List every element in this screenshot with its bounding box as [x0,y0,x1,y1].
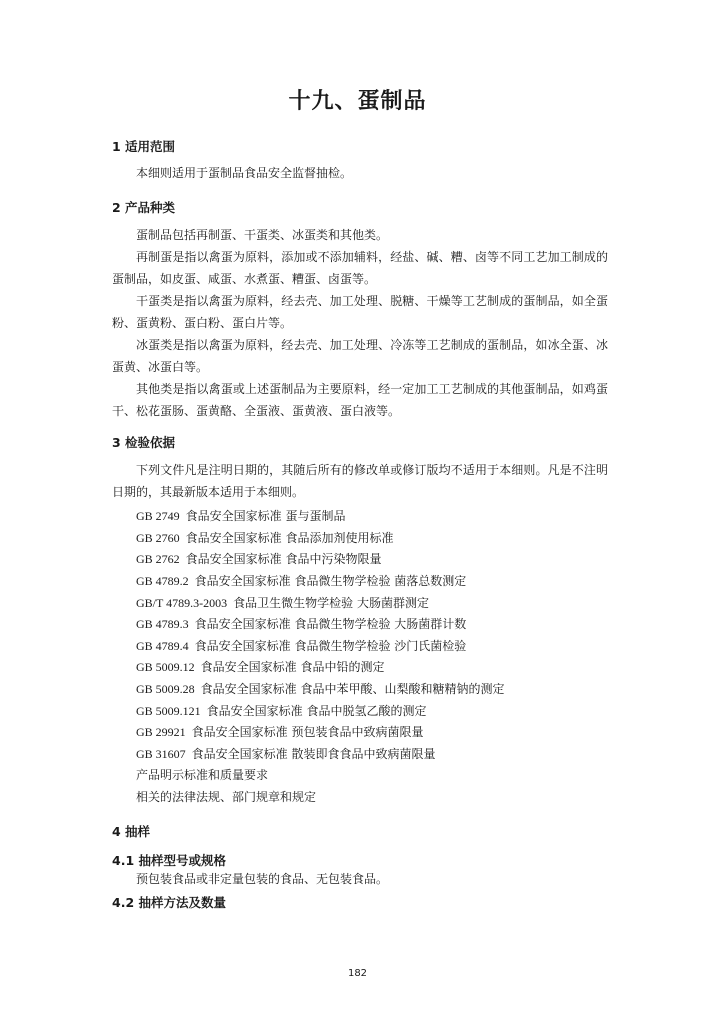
reference-name: 食品卫生微生物学检验 大肠菌群测定 [233,596,429,610]
reference-name: 相关的法律法规、部门规章和规定 [136,790,317,804]
reference-item [136,615,466,633]
reference-name: 产品明示标准和质量要求 [136,768,269,782]
reference-name: 食品安全国家标准 食品中脱氢乙酸的测定 [206,704,427,718]
reference-item [136,572,466,590]
section-3-heading: 3 检验依据 [112,435,176,450]
reference-name: 食品安全国家标准 散装即食食品中致病菌限量 [191,747,436,761]
reference-item [136,658,385,676]
reference-code: GB 4789.2 [136,574,189,588]
reference-item [136,702,427,720]
reference-item [136,637,466,655]
reference-item [136,766,268,784]
section-4-1-heading: 4.1 抽样型号或规格 [112,853,226,868]
reference-name: 食品安全国家标准 食品微生物学检验 沙门氏菌检验 [194,639,467,653]
section-1-paragraph: 本细则适用于蛋制品食品安全监督抽检。 [136,166,353,180]
reference-item [136,723,424,741]
section-2-paragraph: 冰蛋类是指以禽蛋为原料，经去壳、加工处理、冷冻等工艺制成的蛋制品，如冰全蛋、冰蛋黄、冰蛋白等。 [112,338,608,374]
section-2-heading: 2 产品种类 [112,200,176,215]
section-3-intro: 下列文件凡是注明日期的，其随后所有的修改单或修订版均不适用于本细则。凡是不注明日期的，其最新版本适用于本细则。 [112,463,608,499]
reference-item [136,745,436,763]
reference-code: GB 29921 [136,725,186,739]
reference-name: 食品安全国家标准 食品中污染物限量 [185,552,382,566]
section-2-paragraph: 再制蛋是指以禽蛋为原料，添加或不添加辅料，经盐、碱、糟、卤等不同工艺加工制成的蛋制品，如皮蛋、咸蛋、水煮蛋、糟蛋、卤蛋等。 [112,250,608,286]
section-2-paragraph: 干蛋类是指以禽蛋为原料，经去壳、加工处理、脱糖、干燥等工艺制成的蛋制品，如全蛋粉、蛋黄粉、蛋白粉、蛋白片等。 [112,294,608,330]
reference-name: 食品安全国家标准 蛋与蛋制品 [185,509,346,523]
reference-code: GB 2760 [136,531,180,545]
reference-name: 食品安全国家标准 预包装食品中致病菌限量 [191,725,424,739]
section-4-1-paragraph: 预包装食品或非定量包装的食品、无包装食品。 [136,872,389,886]
reference-name: 食品安全国家标准 食品中苯甲酸、山梨酸和糖精钠的测定 [200,682,505,696]
section-4-heading: 4 抽样 [112,824,151,839]
reference-code: GB 4789.3 [136,617,189,631]
reference-code: GB 4789.4 [136,639,189,653]
section-2-paragraph: 其他类是指以禽蛋或上述蛋制品为主要原料，经一定加工工艺制成的其他蛋制品，如鸡蛋干、松花蛋肠、蛋黄酪、全蛋液、蛋黄液、蛋白液等。 [112,382,608,418]
section-1-heading: 1 适用范围 [112,139,176,154]
reference-item [136,788,316,806]
reference-code: GB 2749 [136,509,180,523]
reference-code: GB 31607 [136,747,186,761]
section-2-paragraph: 蛋制品包括再制蛋、干蛋类、冰蛋类和其他类。 [136,228,389,242]
reference-item [136,680,505,698]
reference-code: GB 5009.28 [136,682,195,696]
reference-name: 食品安全国家标准 食品微生物学检验 菌落总数测定 [194,574,467,588]
reference-item [136,550,382,568]
reference-item [136,507,346,525]
page-number: 182 [347,968,368,979]
reference-code: GB 5009.121 [136,704,201,718]
reference-name: 食品安全国家标准 食品添加剂使用标准 [185,531,394,545]
reference-item [136,529,394,547]
section-4-2-heading: 4.2 抽样方法及数量 [112,895,226,910]
reference-code: GB 2762 [136,552,180,566]
page-title: 十九、蛋制品 [288,89,427,114]
reference-code: GB/T 4789.3-2003 [136,596,228,610]
reference-name: 食品安全国家标准 食品中铅的测定 [200,660,385,674]
reference-code: GB 5009.12 [136,660,195,674]
reference-item [136,594,429,612]
reference-name: 食品安全国家标准 食品微生物学检验 大肠菌群计数 [194,617,467,631]
